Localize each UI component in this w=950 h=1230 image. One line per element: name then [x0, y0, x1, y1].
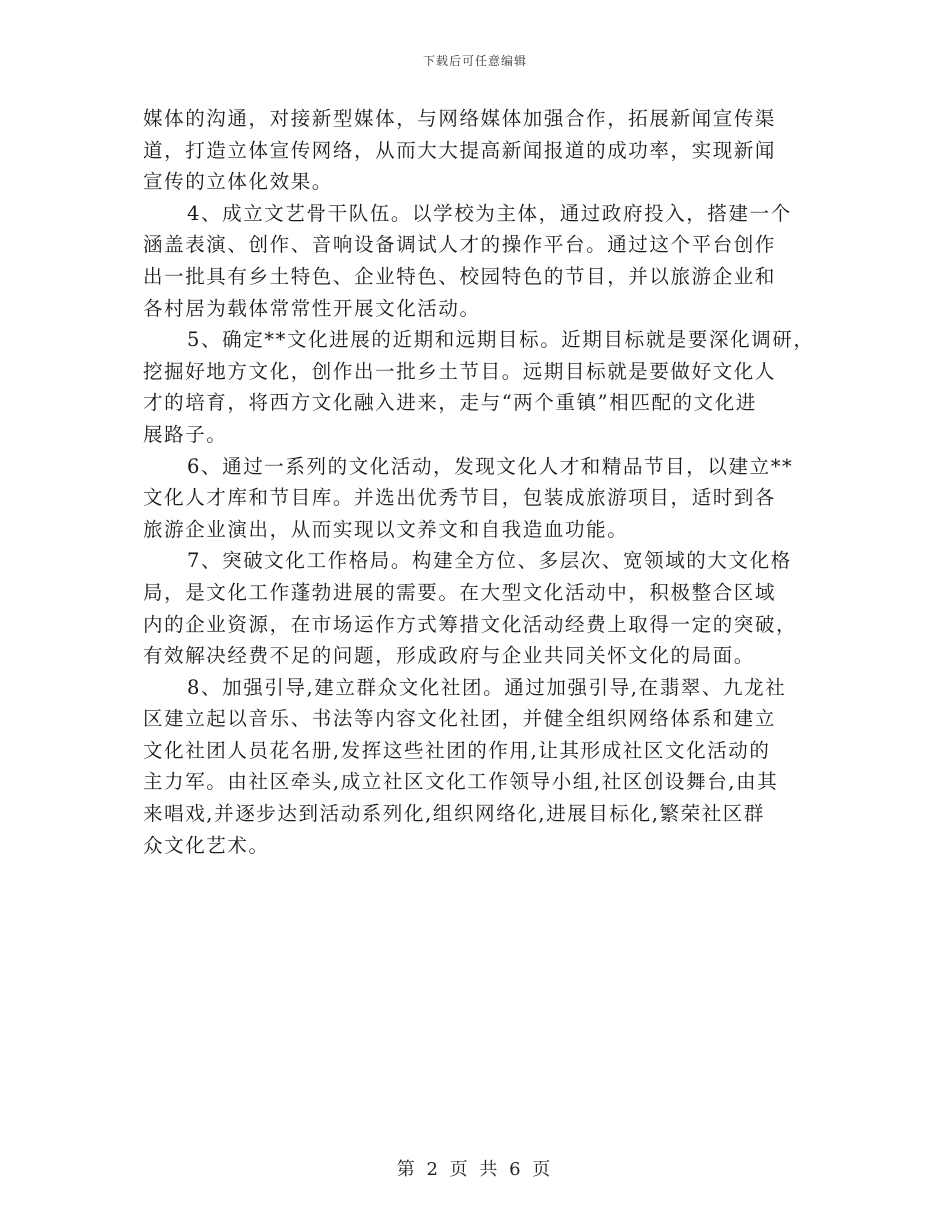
- document-body: [143, 103, 815, 861]
- text-line: 文化社团人员花名册,发挥这些社团的作用,让其形成社区文化活动的: [143, 738, 771, 762]
- paragraph-start-line: 6、通过一系列的文化活动，发现文化人才和精品节目，以建立**: [187, 454, 794, 478]
- paragraph-start-line: 7、突破文化工作格局。构建全方位、多层次、宽领域的大文化格: [187, 549, 792, 573]
- page-number-footer: 第 2 页 共 6 页: [396, 1159, 554, 1180]
- text-line: 区建立起以音乐、书法等内容文化社团，并健全组织网络体系和建立: [143, 707, 777, 731]
- text-line: 挖掘好地方文化，创作出一批乡土节目。远期目标就是要做好文化人: [143, 359, 777, 383]
- text-line: 出一批具有乡土特色、企业特色、校园特色的节目，并以旅游企业和: [143, 264, 777, 288]
- text-line: 展路子。: [143, 422, 228, 446]
- page-header: 下载后可任意编辑: [422, 54, 527, 68]
- text-line: 才的培育，将西方文化融入进来，走与“两个重镇”相匹配的文化进: [143, 391, 757, 415]
- text-line: 文化人才库和节目库。并选出优秀节目，包装成旅游项目，适时到各: [143, 486, 777, 510]
- text-line: 各村居为载体常常性开展文化活动。: [143, 296, 481, 320]
- paragraph-start-line: 8、加强引导,建立群众文化社团。通过加强引导,在翡翠、九龙社: [187, 675, 787, 699]
- text-line: 旅游企业演出，从而实现以文养文和自我造血功能。: [143, 517, 629, 541]
- text-line: 涵盖表演、创作、音响设备调试人才的操作平台。通过这个平台创作: [143, 233, 777, 257]
- paragraph-start-line: 5、确定**文化进展的近期和远期目标。近期目标就是要深化调研，: [187, 328, 815, 352]
- text-line: 局，是文化工作蓬勃进展的需要。在大型文化活动中，积极整合区域: [143, 580, 777, 604]
- text-line: 媒体的沟通，对接新型媒体，与网络媒体加强合作，拓展新闻宣传渠: [143, 107, 777, 130]
- text-line: 内的企业资源，在市场运作方式筹措文化活动经费上取得一定的突破，: [143, 612, 798, 636]
- text-line: 主力军。由社区牵头,成立社区文化工作领导小组,社区创设舞台,由其: [143, 770, 779, 794]
- text-line: 宣传的立体化效果。: [143, 170, 333, 194]
- text-line: 道，打造立体宣传网络，从而大大提高新闻报道的成功率，实现新闻: [143, 138, 777, 162]
- paragraph-start-line: 4、成立文艺骨干队伍。以学校为主体，通过政府投入，搭建一个: [187, 201, 792, 225]
- text-line: 来唱戏,并逐步达到活动系列化,组织网络化,进展目标化,繁荣社区群: [143, 802, 765, 826]
- text-line: 众文化艺术。: [143, 833, 270, 857]
- text-line: 有效解决经费不足的问题，形成政府与企业共同关怀文化的局面。: [143, 644, 755, 668]
